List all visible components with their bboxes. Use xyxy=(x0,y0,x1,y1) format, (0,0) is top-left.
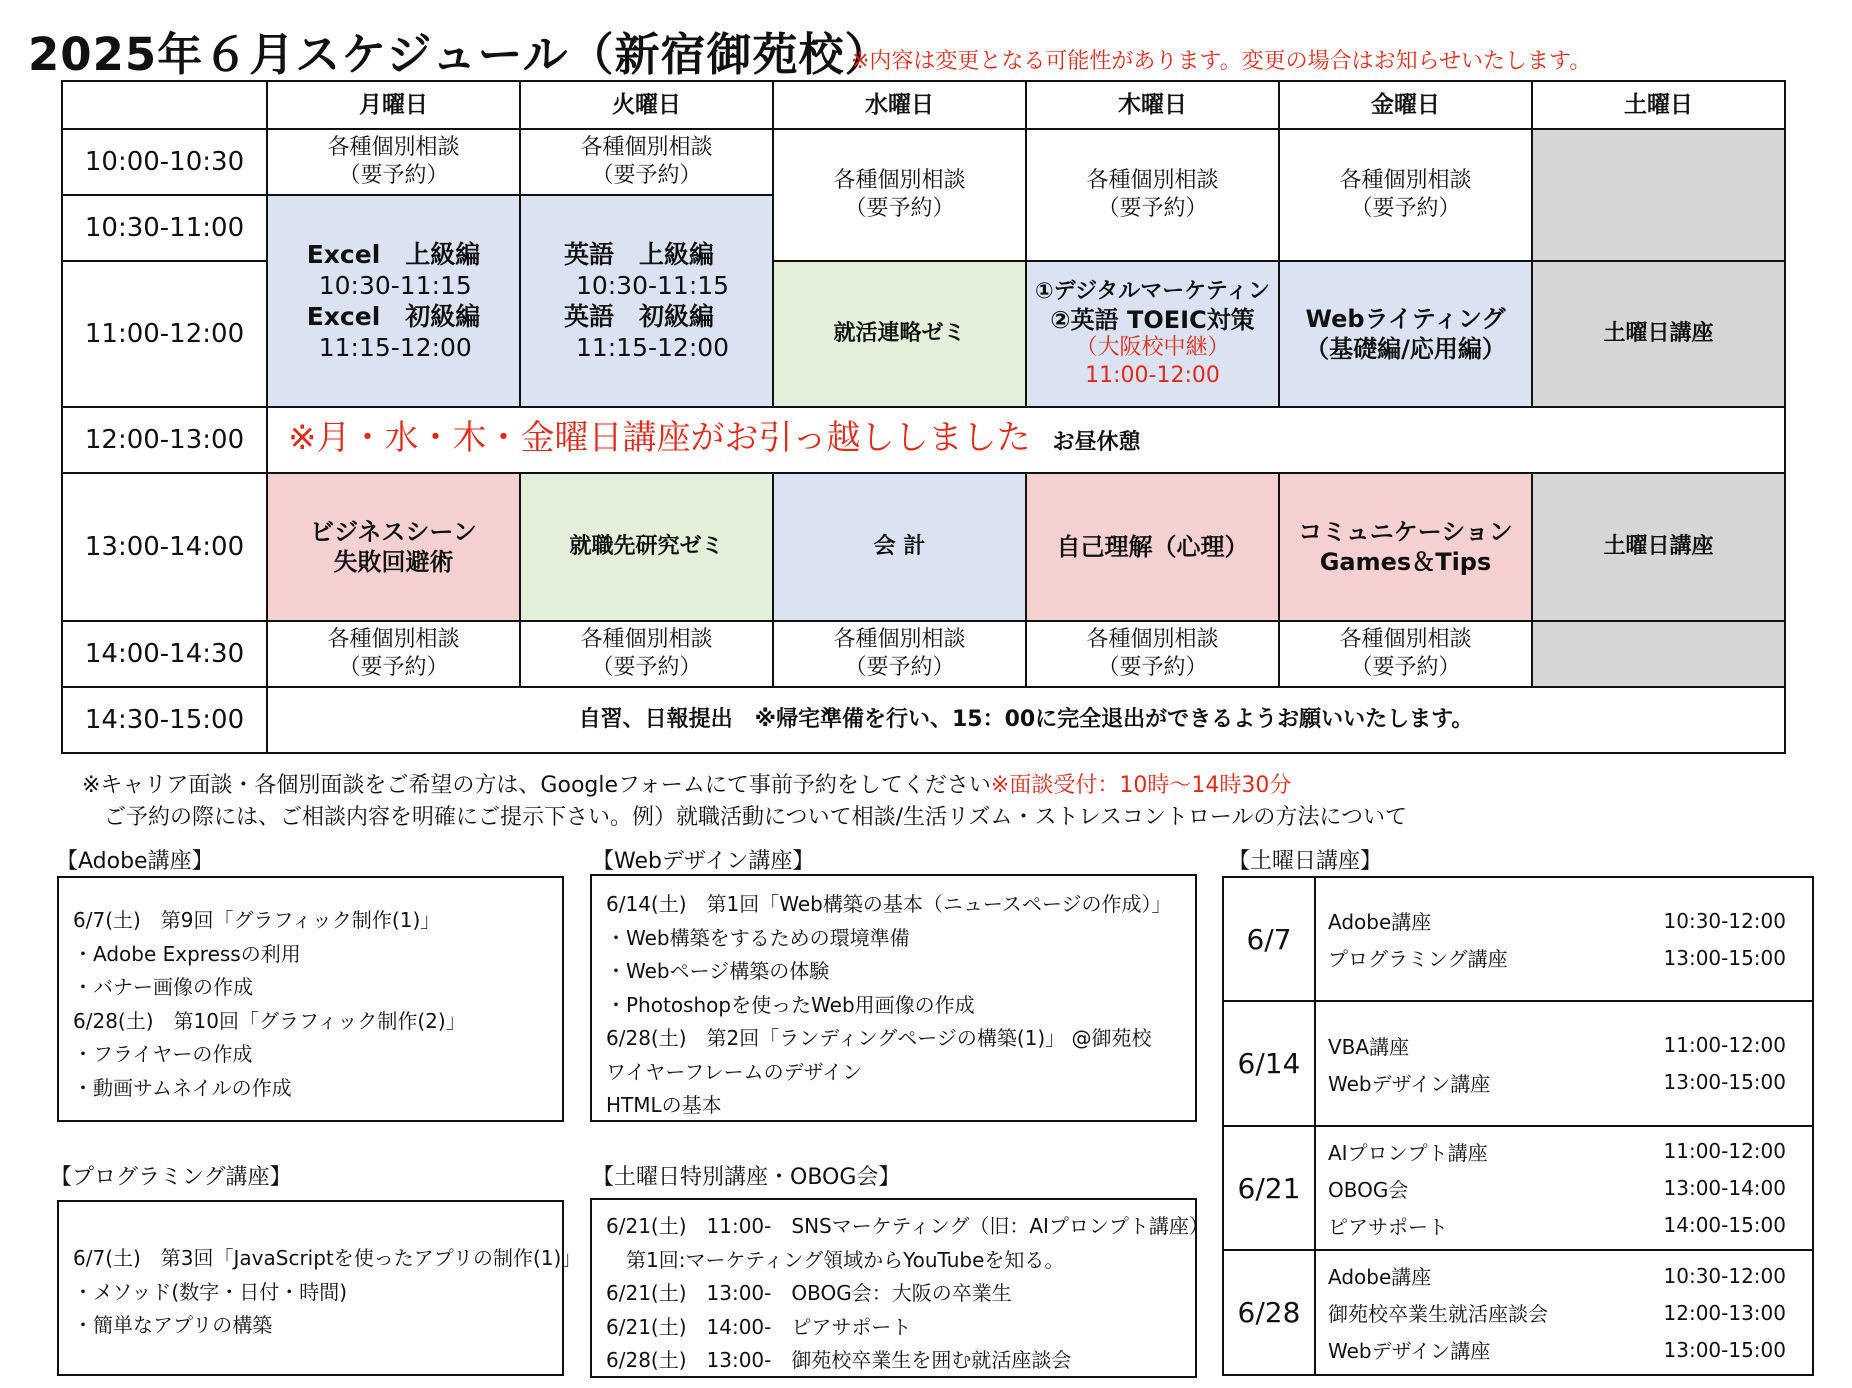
time-slot: 14:30-15:00 xyxy=(62,687,267,753)
table-row xyxy=(1223,1126,1813,1250)
closing-note: 自習、日報提出 ※帰宅準備を行い、15：00に完全退出ができるようお願いいたします。 xyxy=(267,687,1785,753)
empty-cell xyxy=(1532,621,1785,687)
consult-note: （要予約） xyxy=(1350,655,1461,680)
course-title: ②英語 TOEIC対策 xyxy=(1050,306,1255,334)
table-row xyxy=(62,129,1785,195)
table-row xyxy=(1223,877,1813,1001)
course-time: 11:00-12:00 xyxy=(1663,1033,1786,1057)
table-row xyxy=(62,407,1785,473)
list-item xyxy=(1316,1027,1812,1064)
list-item xyxy=(1316,1064,1812,1101)
page-title: 2025年６月スケジュール（新宿御苑校） xyxy=(28,28,891,81)
time-slot: 10:00-10:30 xyxy=(62,129,267,195)
list-item: 6/7(土) 第3回「JavaScriptを使ったアプリの制作(1)」 xyxy=(73,1246,582,1270)
list-item xyxy=(1316,1257,1812,1294)
course-cell: 土曜日講座 xyxy=(1532,261,1785,407)
course-time: 10:30-11:15 xyxy=(318,270,472,300)
list-item: 6/21(土) 14:00- ピアサポート xyxy=(606,1314,912,1339)
course-level: Excel 上級編 xyxy=(306,239,481,269)
list-item: 第1回:マーケティング領域からYouTubeを知る。 xyxy=(606,1247,1065,1272)
lunch-label: お昼休憩 xyxy=(1052,429,1141,455)
list-item: 6/21(土) 11:00- SNSマーケティング（旧：AIプロンプト講座） xyxy=(606,1214,1209,1238)
consult-note: （要予約） xyxy=(338,163,449,188)
course-cell xyxy=(1279,473,1532,621)
consult-label: 各種個別相談 xyxy=(1086,627,1219,652)
consult-label: 各種個別相談 xyxy=(327,135,460,160)
course-note: （基礎編/応用編） xyxy=(1305,335,1506,363)
course-title: ビジネスシーン xyxy=(310,518,477,546)
course-title: 失敗回避術 xyxy=(333,548,454,576)
course-time: 11:00-12:00 xyxy=(1085,363,1220,388)
header-row xyxy=(62,81,1785,129)
course-time: 10:30-12:00 xyxy=(1663,908,1786,933)
list-item: ・動画サムネイルの作成 xyxy=(73,1075,292,1100)
consult-label: 各種個別相談 xyxy=(327,627,460,652)
course-time: 12:00-13:00 xyxy=(1663,1300,1786,1325)
english-course-cell xyxy=(520,195,773,407)
section-title: 【土曜日特別講座・OBOG会】 xyxy=(592,1165,901,1190)
list-item: ・簡単なアプリの構築 xyxy=(73,1313,273,1337)
list-item: ・Adobe Expressの利用 xyxy=(73,941,301,966)
consult-note: （要予約） xyxy=(844,655,955,680)
consult-label: 各種個別相談 xyxy=(833,627,966,652)
list-item xyxy=(1316,1133,1812,1170)
special-lecture-box xyxy=(590,1198,1209,1378)
consult-cell xyxy=(267,129,520,195)
course-level: Excel 初級編 xyxy=(306,301,481,331)
list-item: 6/14(土) 第1回「Web構築の基本（ニュースページの作成）」 xyxy=(606,892,1172,916)
weekly-schedule-table xyxy=(61,80,1786,754)
course-title: Games＆Tips xyxy=(1319,548,1492,576)
course-name: Adobe講座 xyxy=(1328,1265,1432,1289)
list-item: ・フライヤーの作成 xyxy=(73,1042,253,1066)
course-level: 英語 上級編 xyxy=(563,239,714,269)
list-item: ・バナー画像の作成 xyxy=(73,975,253,999)
course-time: 14:00-15:00 xyxy=(1663,1213,1786,1237)
consult-cell xyxy=(1279,621,1532,687)
time-slot: 12:00-13:00 xyxy=(62,407,267,473)
list-item: ・Webページ構築の体験 xyxy=(606,959,830,983)
consult-cell xyxy=(1026,621,1279,687)
table-row xyxy=(1223,1001,1813,1126)
course-title: コミュニケーション xyxy=(1298,518,1513,546)
course-note: （大阪校中継） xyxy=(1075,335,1230,360)
items-cell xyxy=(1315,1250,1813,1375)
consult-note: （要予約） xyxy=(591,163,702,188)
consult-label: 各種個別相談 xyxy=(833,168,966,193)
consult-cell xyxy=(1026,129,1279,261)
course-name: 御苑校卒業生就活座談会 xyxy=(1328,1302,1548,1326)
time-slot: 11:00-12:00 xyxy=(62,261,267,407)
course-time: 13:00-15:00 xyxy=(1663,1337,1786,1362)
course-name: プログラミング講座 xyxy=(1328,947,1508,971)
course-name: Webデザイン講座 xyxy=(1328,1071,1491,1096)
course-name: ピアサポート xyxy=(1328,1214,1448,1239)
footnote-line xyxy=(82,768,1291,799)
list-item xyxy=(1316,1170,1812,1207)
list-item: ・Photoshopを使ったWeb用画像の作成 xyxy=(606,992,975,1017)
course-time: 11:15-12:00 xyxy=(318,332,472,362)
consult-cell xyxy=(267,621,520,687)
english-course xyxy=(564,239,729,363)
day-header: 月曜日 xyxy=(267,81,520,129)
consult-note: （要予約） xyxy=(1097,655,1208,680)
list-item: 6/28(土) 第2回「ランディングページの構築(1)」 @御苑校 xyxy=(606,1026,1152,1050)
change-notice: ※内容は変更となる可能性があります。変更の場合はお知らせいたします。 xyxy=(851,49,1592,74)
programming-box xyxy=(57,1200,582,1376)
list-item: ワイヤーフレームのデザイン xyxy=(606,1059,863,1084)
course-title: ①デジタルマーケティン xyxy=(1034,279,1271,304)
section-title: 【Webデザイン講座】 xyxy=(592,849,815,874)
course-time: 13:00-14:00 xyxy=(1663,1176,1786,1200)
consult-label: 各種個別相談 xyxy=(1339,168,1472,193)
day-header: 火曜日 xyxy=(520,81,773,129)
web-design-box xyxy=(590,874,1197,1122)
excel-course-cell xyxy=(267,195,520,407)
consult-label: 各種個別相談 xyxy=(1339,627,1472,652)
list-item xyxy=(1316,1207,1812,1244)
section-title: 【土曜日講座】 xyxy=(1228,849,1383,874)
time-slot: 10:30-11:00 xyxy=(62,195,267,261)
course-name: OBOG会 xyxy=(1328,1177,1409,1202)
list-item xyxy=(1316,1294,1812,1331)
items-cell xyxy=(1315,1126,1813,1250)
footnote-line: ご予約の際には、ご相談内容を明確にご提示下さい。例）就職活動について相談/生活リズム・ストレスコントロールの方法について xyxy=(104,805,1407,830)
list-item: HTMLの基本 xyxy=(606,1093,722,1117)
section-title: 【プログラミング講座】 xyxy=(50,1165,292,1190)
consult-label: 各種個別相談 xyxy=(580,627,713,652)
list-item: 6/7(土) 第9回「グラフィック制作(1)」 xyxy=(73,908,441,932)
list-item: ・Web構築をするための環境準備 xyxy=(606,925,910,950)
course-name: VBA講座 xyxy=(1328,1034,1410,1059)
adobe-box xyxy=(57,876,564,1122)
consult-label: 各種個別相談 xyxy=(580,135,713,160)
course-time: 13:00-15:00 xyxy=(1663,945,1786,970)
consult-note: （要予約） xyxy=(338,655,449,680)
date-cell: 6/21 xyxy=(1223,1126,1315,1250)
day-header: 土曜日 xyxy=(1532,81,1785,129)
course-cell xyxy=(1279,261,1532,407)
course-time: 10:30-12:00 xyxy=(1663,1263,1786,1288)
course-cell: 土曜日講座 xyxy=(1532,473,1785,621)
course-name: Webデザイン講座 xyxy=(1328,1339,1491,1363)
course-cell: 自己理解（心理） xyxy=(1026,473,1279,621)
table-row xyxy=(1223,1250,1813,1375)
consult-cell xyxy=(773,621,1026,687)
table-row xyxy=(62,621,1785,687)
consult-note: （要予約） xyxy=(591,655,702,680)
consult-cell xyxy=(520,129,773,195)
saturday-schedule-table xyxy=(1222,876,1814,1376)
consult-note: （要予約） xyxy=(1350,196,1461,221)
course-title: Webライティング xyxy=(1305,305,1506,333)
date-cell: 6/7 xyxy=(1223,877,1315,1001)
course-time: 11:00-12:00 xyxy=(1663,1139,1786,1163)
section-title: 【Adobe講座】 xyxy=(56,849,214,874)
corner-cell xyxy=(62,81,267,129)
items-cell xyxy=(1315,877,1813,1001)
footnote-text: ※キャリア面談・各個別面談をご希望の方は、Googleフォームにて事前予約をしてください xyxy=(82,773,991,798)
consult-cell xyxy=(1279,129,1532,261)
lunch-cell xyxy=(267,407,1785,473)
date-cell: 6/14 xyxy=(1223,1001,1315,1126)
excel-course xyxy=(307,239,481,363)
course-cell: 会 計 xyxy=(773,473,1026,621)
list-item xyxy=(1316,1331,1812,1368)
date-cell: 6/28 xyxy=(1223,1250,1315,1375)
reception-hours: ※面談受付：10時～14時30分 xyxy=(990,773,1292,798)
course-cell xyxy=(1026,261,1279,407)
list-item xyxy=(1316,902,1812,939)
time-slot: 14:00-14:30 xyxy=(62,621,267,687)
course-time: 10:30-11:15 xyxy=(575,270,730,300)
day-header: 水曜日 xyxy=(773,81,1026,129)
list-item: 6/21(土) 13:00- OBOG会：大阪の卒業生 xyxy=(606,1281,1012,1305)
course-level: 英語 初級編 xyxy=(563,301,714,331)
time-slot: 13:00-14:00 xyxy=(62,473,267,621)
table-row xyxy=(62,687,1785,753)
list-item xyxy=(1316,939,1812,976)
table-row xyxy=(62,473,1785,621)
consult-note: （要予約） xyxy=(1097,196,1208,221)
consult-cell xyxy=(520,621,773,687)
course-name: AIプロンプト講座 xyxy=(1328,1140,1488,1165)
list-item: 6/28(土) 13:00- 御苑校卒業生を囲む就活座談会 xyxy=(606,1348,1072,1372)
consult-label: 各種個別相談 xyxy=(1086,168,1219,193)
consult-cell xyxy=(773,129,1026,261)
list-item: ・メソッド(数字・日付・時間) xyxy=(73,1279,348,1304)
empty-cell xyxy=(1532,129,1785,261)
course-cell xyxy=(267,473,520,621)
items-cell xyxy=(1315,1001,1813,1126)
course-time: 11:15-12:00 xyxy=(575,332,730,362)
course-cell: 就活連略ゼミ xyxy=(773,261,1026,407)
list-item: 6/28(土) 第10回「グラフィック制作(2)」 xyxy=(73,1008,466,1033)
consult-note: （要予約） xyxy=(844,196,955,221)
course-cell: 就職先研究ゼミ xyxy=(520,473,773,621)
day-header: 木曜日 xyxy=(1026,81,1279,129)
course-name: Adobe講座 xyxy=(1328,910,1432,934)
move-notice: ※月・水・木・金曜日講座がお引っ越ししました xyxy=(288,417,1031,458)
day-header: 金曜日 xyxy=(1279,81,1532,129)
course-time: 13:00-15:00 xyxy=(1663,1070,1786,1094)
